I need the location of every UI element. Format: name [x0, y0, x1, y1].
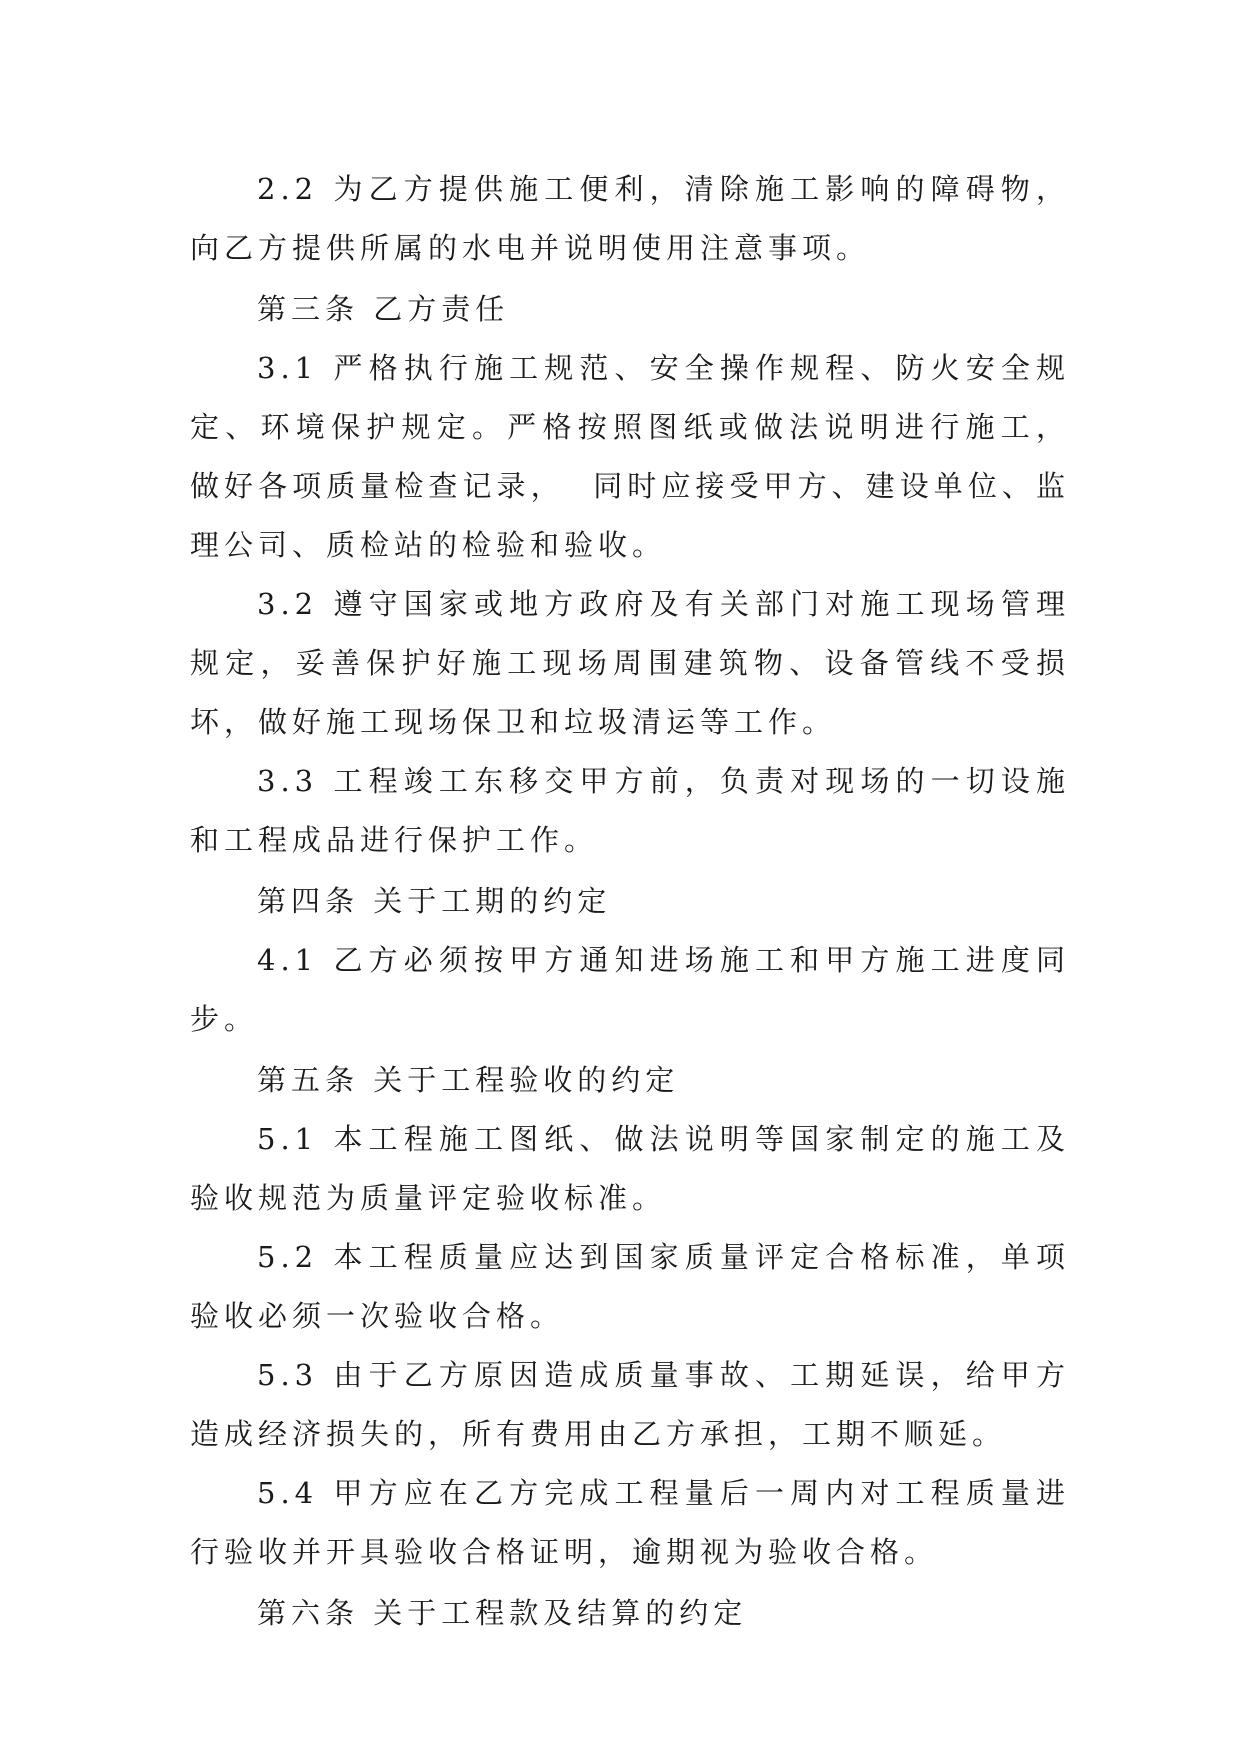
- clause-5-3: 5.3 由于乙方原因造成质量事故、工期延误，给甲方造成经济损失的，所有费用由乙方承担，工期不顺延。: [190, 1358, 1070, 1451]
- clause-3-1: 3.1 严格执行施工规范、安全操作规程、防火安全规定、环境保护规定。严格按照图纸或做法说明进行施工，做好各项质量检查记录， 同时应接受甲方、建设单位、监理公司、质检站的检验和验收。: [190, 351, 1070, 562]
- article-5-heading: 第五条 关于工程验收的约定: [257, 1063, 680, 1097]
- contract-body: [190, 160, 1070, 1643]
- article-4-heading: 第四条 关于工期的约定: [257, 884, 612, 918]
- clause-5-4: 5.4 甲方应在乙方完成工程量后一周内对工程质量进行验收并开具验收合格证明，逾期视为验收合格。: [190, 1476, 1070, 1569]
- clause-5-1: 5.1 本工程施工图纸、做法说明等国家制定的施工及验收规范为质量评定验收标准。: [190, 1122, 1070, 1215]
- article-3-heading: 第三条 乙方责任: [257, 292, 510, 326]
- clause-4-1: 4.1 乙方必须按甲方通知进场施工和甲方施工进度同步。: [190, 943, 1070, 1036]
- clause-3-2: 3.2 遵守国家或地方政府及有关部门对施工现场管理规定，妥善保护好施工现场周围建筑物、设备管线不受损坏，做好施工现场保卫和垃圾清运等工作。: [190, 587, 1070, 739]
- article-6-heading: 第六条 关于工程款及结算的约定: [257, 1596, 748, 1630]
- clause-5-2: 5.2 本工程质量应达到国家质量评定合格标准，单项验收必须一次验收合格。: [190, 1240, 1070, 1333]
- clause-3-3: 3.3 工程竣工东移交甲方前，负责对现场的一切设施和工程成品进行保护工作。: [190, 764, 1070, 857]
- clause-2-2: 2.2 为乙方提供施工便利，清除施工影响的障碍物，向乙方提供所属的水电并说明使用注意事项。: [190, 172, 1070, 265]
